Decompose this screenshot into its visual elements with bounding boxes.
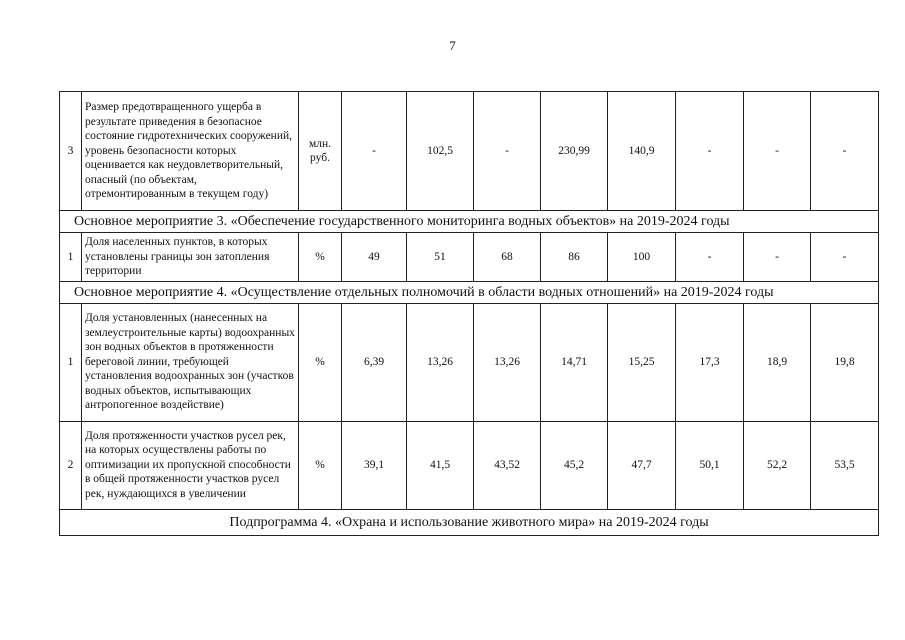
value-cell: 17,3 (676, 303, 744, 421)
indicator-description: Размер предотвращенного ущерба в результате приведения в безопасное состояние гидротехнических сооружений, уровень безопасности которых оценивается как неудовлетворительный, опасный (по объектам, отремонтированным в текущем году) (82, 92, 299, 211)
unit-cell: % (299, 421, 342, 509)
section-header-row (60, 281, 879, 303)
value-cell: 102,5 (407, 92, 474, 211)
value-cell: - (474, 92, 541, 211)
value-cell: 43,52 (474, 421, 541, 509)
table-row (60, 421, 879, 509)
value-cell: 53,5 (811, 421, 879, 509)
row-number: 1 (60, 303, 82, 421)
row-number: 1 (60, 233, 82, 282)
indicator-description: Доля установленных (нанесенных на землеустроительные карты) водоохранных зон водных объектов в протяженности береговой линии, требующей установления водоохранных зон (участков водных объектов, испытывающих антропогенное воздействие) (82, 303, 299, 421)
subprogram-title: Подпрограмма 4. «Охрана и использование животного мира» на 2019-2024 годы (60, 509, 879, 535)
value-cell: 13,26 (407, 303, 474, 421)
value-cell: - (676, 92, 744, 211)
value-cell: 51 (407, 233, 474, 282)
row-number: 2 (60, 421, 82, 509)
value-cell: 68 (474, 233, 541, 282)
row-number: 3 (60, 92, 82, 211)
value-cell: 6,39 (342, 303, 407, 421)
value-cell: 47,7 (608, 421, 676, 509)
value-cell: - (811, 233, 879, 282)
unit-cell: % (299, 233, 342, 282)
value-cell: - (744, 233, 811, 282)
unit-cell: млн. руб. (299, 92, 342, 211)
value-cell: 86 (541, 233, 608, 282)
table-row (60, 92, 879, 211)
value-cell: 50,1 (676, 421, 744, 509)
indicators-table (59, 91, 879, 536)
page-number: 7 (449, 38, 456, 53)
value-cell: 14,71 (541, 303, 608, 421)
value-cell: - (744, 92, 811, 211)
table-row (60, 303, 879, 421)
section-title: Основное мероприятие 3. «Обеспечение государственного мониторинга водных объектов» на 2019-2024 годы (60, 211, 879, 233)
section-header-row (60, 211, 879, 233)
value-cell: 41,5 (407, 421, 474, 509)
value-cell: 49 (342, 233, 407, 282)
value-cell: 230,99 (541, 92, 608, 211)
section-title: Основное мероприятие 4. «Осуществление отдельных полномочий в области водных отношений» на 2019-2024 годы (60, 281, 879, 303)
subprogram-header-row (60, 509, 879, 535)
value-cell: 18,9 (744, 303, 811, 421)
value-cell: 45,2 (541, 421, 608, 509)
value-cell: - (342, 92, 407, 211)
value-cell: 140,9 (608, 92, 676, 211)
indicator-description: Доля протяженности участков русел рек, на которых осуществлены работы по оптимизации их пропускной способности в общей протяженности участков русел рек, нуждающихся в увеличении (82, 421, 299, 509)
indicator-description: Доля населенных пунктов, в которых установлены границы зон затопления территории (82, 233, 299, 282)
value-cell: 13,26 (474, 303, 541, 421)
value-cell: - (676, 233, 744, 282)
value-cell: - (811, 92, 879, 211)
value-cell: 39,1 (342, 421, 407, 509)
value-cell: 15,25 (608, 303, 676, 421)
value-cell: 100 (608, 233, 676, 282)
value-cell: 52,2 (744, 421, 811, 509)
unit-cell: % (299, 303, 342, 421)
table-row (60, 233, 879, 282)
value-cell: 19,8 (811, 303, 879, 421)
